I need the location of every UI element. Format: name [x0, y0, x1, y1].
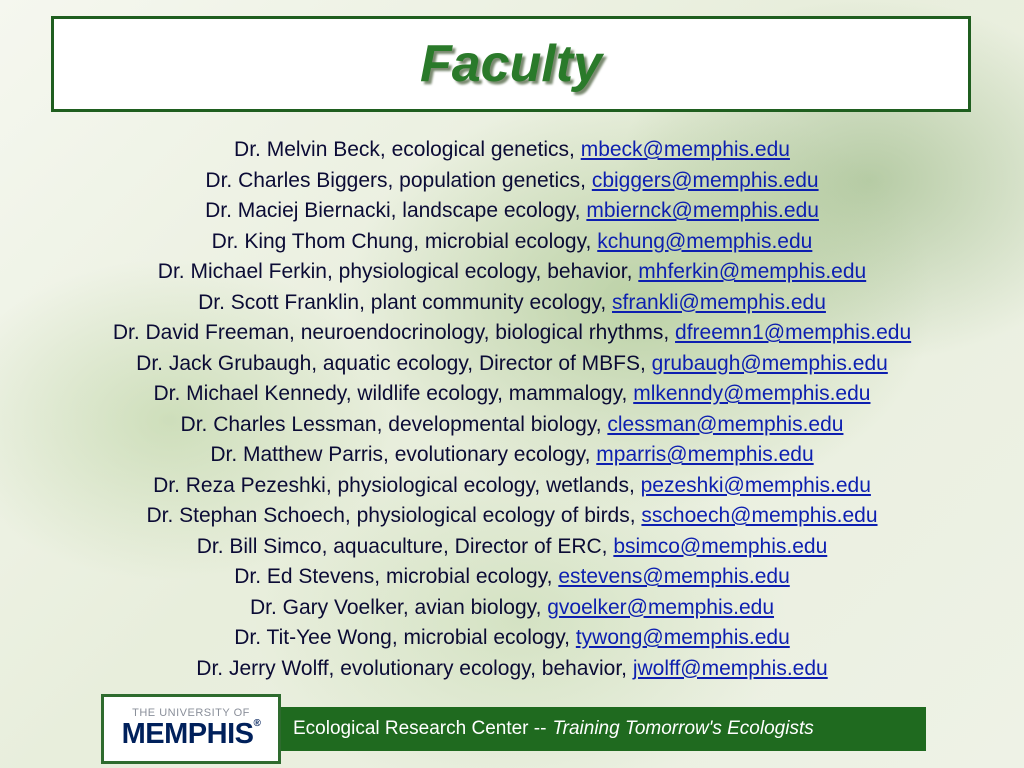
email-link[interactable]: grubaugh@memphis.edu	[651, 351, 888, 375]
faculty-description: Dr. Scott Franklin, plant community ecology,	[198, 290, 613, 314]
faculty-row	[0, 623, 1024, 654]
faculty-row	[0, 532, 1024, 563]
faculty-description: Dr. Stephan Schoech, physiological ecology of birds,	[146, 504, 642, 527]
email-link[interactable]: sschoech@memphis.edu	[641, 504, 878, 527]
faculty-row	[0, 318, 1024, 349]
faculty-row	[0, 471, 1024, 502]
faculty-row	[0, 593, 1024, 624]
faculty-row	[0, 440, 1024, 471]
faculty-description: Dr. Tit-Yee Wong, microbial ecology,	[234, 626, 576, 649]
email-link[interactable]: mbiernck@memphis.edu	[586, 199, 819, 222]
email-link[interactable]: mlkenndy@memphis.edu	[633, 382, 871, 405]
title-box	[51, 16, 971, 112]
faculty-description: Dr. Melvin Beck, ecological genetics,	[234, 138, 581, 161]
faculty-description: Dr. Reza Pezeshki, physiological ecology, wetlands,	[153, 473, 641, 497]
faculty-description: Dr. Michael Ferkin, physiological ecology, behavior,	[157, 260, 639, 283]
registered-mark: ®	[253, 718, 261, 729]
email-link[interactable]: mhferkin@memphis.edu	[638, 260, 867, 283]
footer	[101, 694, 926, 764]
faculty-description: Dr. Matthew Parris, evolutionary ecology,	[210, 443, 597, 466]
faculty-row	[0, 257, 1024, 288]
faculty-row	[0, 654, 1024, 685]
faculty-row	[0, 196, 1024, 227]
faculty-description: Dr. David Freeman, neuroendocrinology, biological rhythms,	[112, 321, 676, 344]
faculty-description: Dr. Gary Voelker, avian biology,	[249, 595, 548, 619]
email-link[interactable]: tywong@memphis.edu	[575, 626, 790, 649]
email-link[interactable]: kchung@memphis.edu	[597, 229, 813, 253]
email-link[interactable]: dfreemn1@memphis.edu	[675, 321, 912, 344]
faculty-description: Dr. King Thom Chung, microbial ecology,	[211, 229, 598, 253]
email-link[interactable]: mparris@memphis.edu	[596, 443, 814, 466]
faculty-description: Dr. Ed Stevens, microbial ecology,	[234, 565, 559, 588]
faculty-row	[0, 410, 1024, 441]
email-link[interactable]: estevens@memphis.edu	[558, 565, 790, 588]
footer-banner	[281, 707, 926, 751]
faculty-row	[0, 349, 1024, 380]
faculty-row	[0, 501, 1024, 532]
faculty-description: Dr. Bill Simco, aquaculture, Director of ERC,	[196, 534, 614, 558]
email-link[interactable]: mbeck@memphis.edu	[580, 138, 790, 161]
email-link[interactable]: cbiggers@memphis.edu	[591, 168, 819, 192]
email-link[interactable]: bsimco@memphis.edu	[613, 534, 828, 558]
logo-main-text	[122, 718, 261, 751]
email-link[interactable]: clessman@memphis.edu	[607, 412, 844, 436]
faculty-list	[0, 135, 1024, 684]
faculty-row	[0, 562, 1024, 593]
faculty-description: Dr. Jack Grubaugh, aquatic ecology, Director of MBFS,	[136, 351, 652, 375]
page-title: Faculty	[419, 35, 603, 93]
tagline: Training Tomorrow's Ecologists	[552, 718, 814, 739]
faculty-description: Dr. Jerry Wolff, evolutionary ecology, behavior,	[196, 656, 633, 680]
logo-top-text: THE UNIVERSITY OF	[132, 707, 250, 719]
faculty-description: Dr. Michael Kennedy, wildlife ecology, mammalogy,	[153, 382, 634, 405]
faculty-row	[0, 227, 1024, 258]
university-logo	[101, 694, 281, 764]
faculty-row	[0, 135, 1024, 166]
faculty-description: Dr. Maciej Biernacki, landscape ecology,	[205, 199, 587, 222]
center-name: Ecological Research Center --	[293, 718, 547, 739]
faculty-row	[0, 288, 1024, 319]
logo-wordmark: MEMPHIS	[121, 718, 254, 750]
faculty-description: Dr. Charles Lessman, developmental biology,	[180, 412, 608, 436]
email-link[interactable]: pezeshki@memphis.edu	[640, 473, 871, 497]
faculty-row	[0, 379, 1024, 410]
faculty-row	[0, 166, 1024, 197]
faculty-description: Dr. Charles Biggers, population genetics,	[205, 168, 592, 192]
email-link[interactable]: gvoelker@memphis.edu	[547, 595, 775, 619]
email-link[interactable]: sfrankli@memphis.edu	[612, 290, 826, 314]
email-link[interactable]: jwolff@memphis.edu	[632, 656, 828, 680]
